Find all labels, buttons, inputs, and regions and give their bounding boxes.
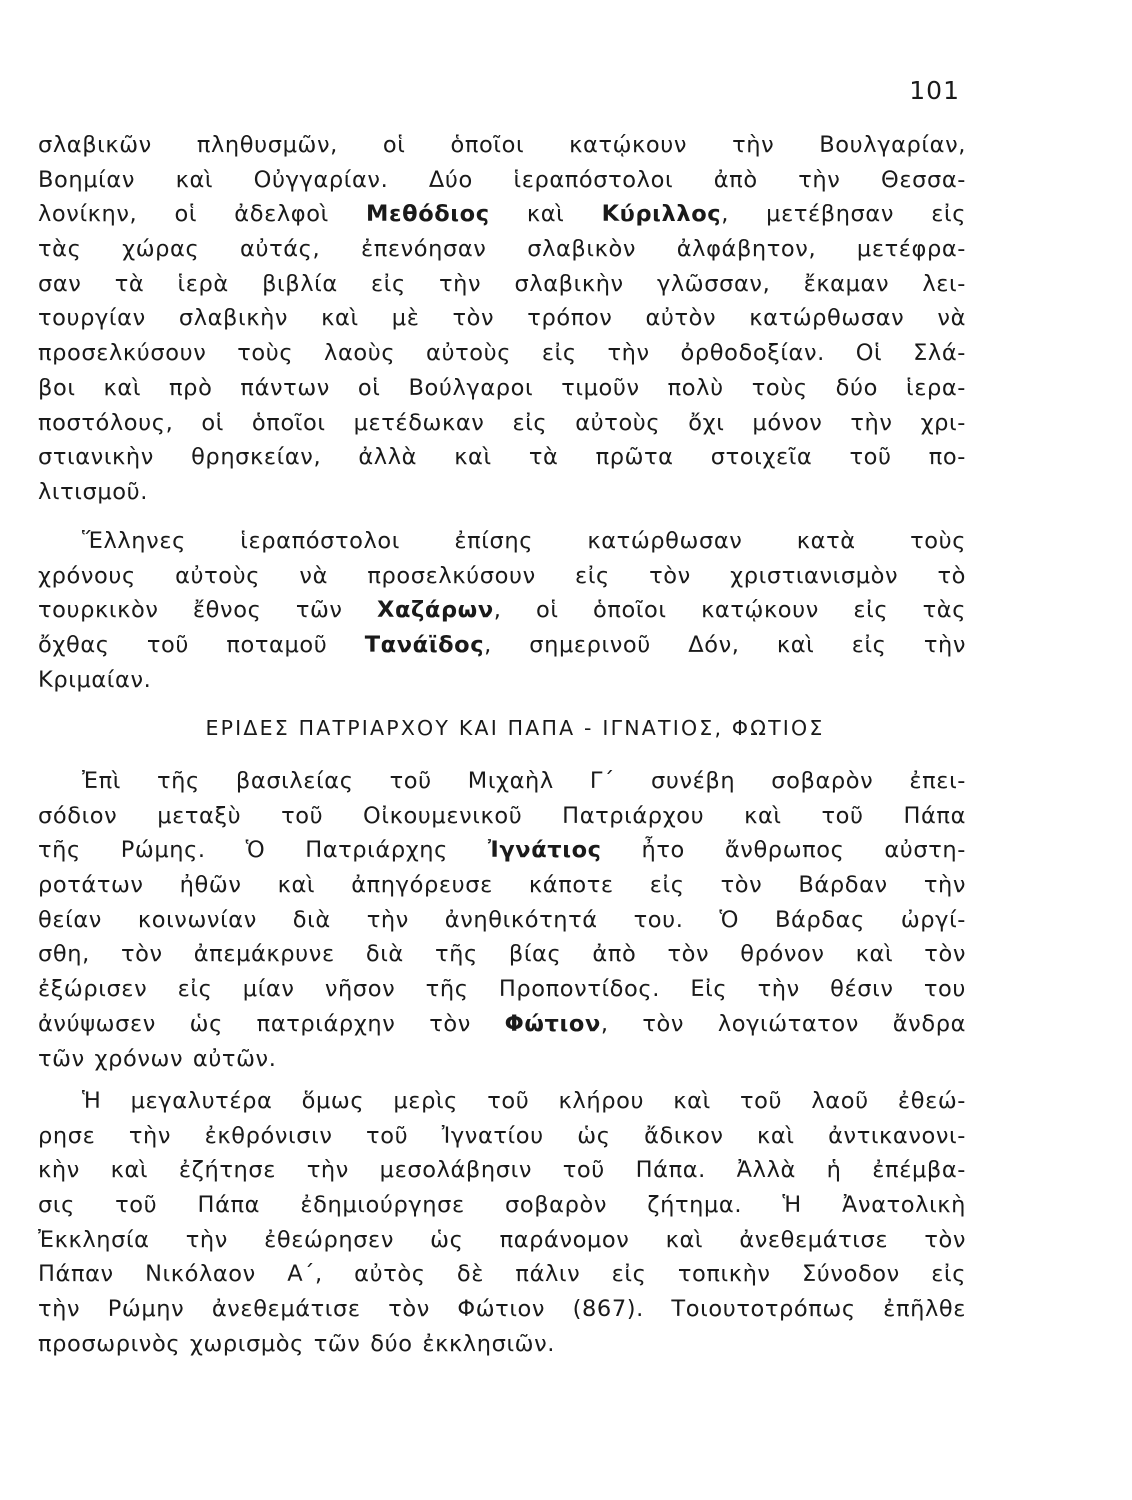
text-line: ροτάτων ἠθῶν καὶ ἀπηγόρευσε κάποτε εἰς τὸν Βάρδαν τὴν: [38, 872, 966, 899]
text-line: ἐξώρισεν εἰς μίαν νῆσον τῆς Προποντίδος. Εἰς τὴν θέσιν του: [38, 976, 966, 1003]
text-line: ποστόλους, οἱ ὁποῖοι μετέδωκαν εἰς αὐτοὺς ὄχι μόνον τὴν χρι-: [38, 409, 966, 436]
text-line: Βοημίαν καὶ Οὐγγαρίαν. Δύο ἱεραπόστολοι ἀπὸ τὴν Θεσσα-: [38, 166, 966, 193]
text-line: χρόνους αὐτοὺς νὰ προσελκύσουν εἰς τὸν χριστιανισμὸν τὸ: [38, 562, 966, 589]
paragraph-schism: [38, 1084, 966, 1362]
text-line: Ἐκκλησία τὴν ἐθεώρησεν ὡς παράνομον καὶ ἀνεθεμάτισε τὸν: [38, 1226, 966, 1253]
page-number: 101: [909, 76, 960, 105]
text-line: τῶν χρόνων αὐτῶν.: [38, 1045, 277, 1072]
text-line: τὰς χώρας αὐτάς, ἐπενόησαν σλαβικὸν ἀλφάβητον, μετέφρα-: [38, 236, 966, 263]
text-line: βοι καὶ πρὸ πάντων οἱ Βούλγαροι τιμοῦν πολὺ τοὺς δύο ἱερα-: [38, 374, 966, 401]
text-line: ἀνύψωσεν ὡς πατριάρχην τὸν Φώτιον, τὸν λογιώτατον ἄνδρα: [38, 1010, 967, 1037]
text-line: Πάπαν Νικόλαον Α΄, αὐτὸς δὲ πάλιν εἰς τοπικὴν Σύνοδον εἰς: [38, 1261, 966, 1288]
text-line: Ἕλληνες ἱεραπόστολοι ἐπίσης κατώρθωσαν κατὰ τοὺς: [82, 528, 966, 554]
name-tanais: Τανάϊδος: [364, 632, 485, 659]
text-line: Κριμαίαν.: [38, 666, 152, 693]
paragraph-khazars: [38, 524, 966, 697]
text-line: σις τοῦ Πάπα ἐδημιούργησε σοβαρὸν ζήτημα. Ἡ Ἀνατολικὴ: [38, 1192, 966, 1219]
text-line: τουρκικὸν ἔθνος τῶν Χαζάρων, οἱ ὁποῖοι κατῴκουν εἰς τὰς: [38, 597, 966, 624]
text-line: τουργίαν σλαβικὴν καὶ μὲ τὸν τρόπον αὐτὸν κατώρθωσαν νὰ: [38, 305, 966, 332]
text-line: θείαν κοινωνίαν διὰ τὴν ἀνηθικότητά του. Ὁ Βάρδας ὠργί-: [38, 906, 966, 933]
text-line: ὄχθας τοῦ ποταμοῦ Τανάϊδος, σημερινοῦ Δόν, καὶ εἰς τὴν: [38, 632, 966, 659]
section-heading-wrap: [38, 708, 966, 748]
text-line: σθη, τὸν ἀπεμάκρυνε διὰ τῆς βίας ἀπὸ τὸν θρόνον καὶ τὸν: [38, 941, 966, 968]
name-photios: Φώτιον: [504, 1010, 601, 1037]
text-line: τὴν Ρώμην ἀνεθεμάτισε τὸν Φώτιον (867). Τοιουτοτρόπως ἐπῆλθε: [38, 1296, 966, 1323]
name-khazars: Χαζάρων: [377, 597, 494, 624]
text-line: λιτισμοῦ.: [38, 478, 149, 505]
text-line: ρησε τὴν ἐκθρόνισιν τοῦ Ἰγνατίου ὡς ἄδικον καὶ ἀντικανονι-: [38, 1122, 966, 1149]
text-line: τῆς Ρώμης. Ὁ Πατριάρχης Ἰγνάτιος ἦτο ἄνθρωπος αὐστη-: [38, 837, 967, 864]
text-line: σόδιον μεταξὺ τοῦ Οἰκουμενικοῦ Πατριάρχου καὶ τοῦ Πάπα: [38, 802, 966, 829]
name-methodios: Μεθόδιος: [366, 201, 490, 228]
section-heading: ΕΡΙΔΕΣ ΠΑΤΡΙΑΡΧΟΥ ΚΑΙ ΠΑΠΑ - ΙΓΝΑΤΙΟΣ, ΦΩΤΙΟΣ: [205, 716, 825, 740]
text-line: προσωρινὸς χωρισμὸς τῶν δύο ἐκκλησιῶν.: [38, 1330, 556, 1357]
text-line: Ἐπὶ τῆς βασιλείας τοῦ Μιχαὴλ Γ΄ συνέβη σοβαρὸν ἐπει-: [82, 768, 966, 794]
paragraph-ignatios-photios: [38, 764, 966, 1076]
text-line: προσελκύσουν τοὺς λαοὺς αὐτοὺς εἰς τὴν ὀρθοδοξίαν. Οἱ Σλά-: [38, 340, 966, 367]
name-kyrillos: Κύριλλος: [601, 201, 722, 228]
name-ignatios: Ἰγνάτιος: [487, 837, 602, 864]
text-line: κὴν καὶ ἐζήτησε τὴν μεσολάβησιν τοῦ Πάπα. Ἀλλὰ ἡ ἐπέμβα-: [38, 1157, 966, 1184]
text-line: σαν τὰ ἱερὰ βιβλία εἰς τὴν σλαβικὴν γλῶσσαν, ἔκαμαν λει-: [38, 270, 966, 297]
text-line: Ἡ μεγαλυτέρα ὅμως μερὶς τοῦ κλήρου καὶ τοῦ λαοῦ ἐθεώ-: [82, 1088, 966, 1114]
text-line: λονίκην, οἱ ἀδελφοὶ Μεθόδιος καὶ Κύριλλος, μετέβησαν εἰς: [38, 201, 967, 228]
text-line: στιανικὴν θρησκείαν, ἀλλὰ καὶ τὰ πρῶτα στοιχεῖα τοῦ πο-: [38, 444, 966, 471]
text-line: σλαβικῶν πληθυσμῶν, οἱ ὁποῖοι κατῴκουν τὴν Βουλγαρίαν,: [38, 132, 966, 158]
paragraph-slavic-missions: [38, 128, 966, 510]
